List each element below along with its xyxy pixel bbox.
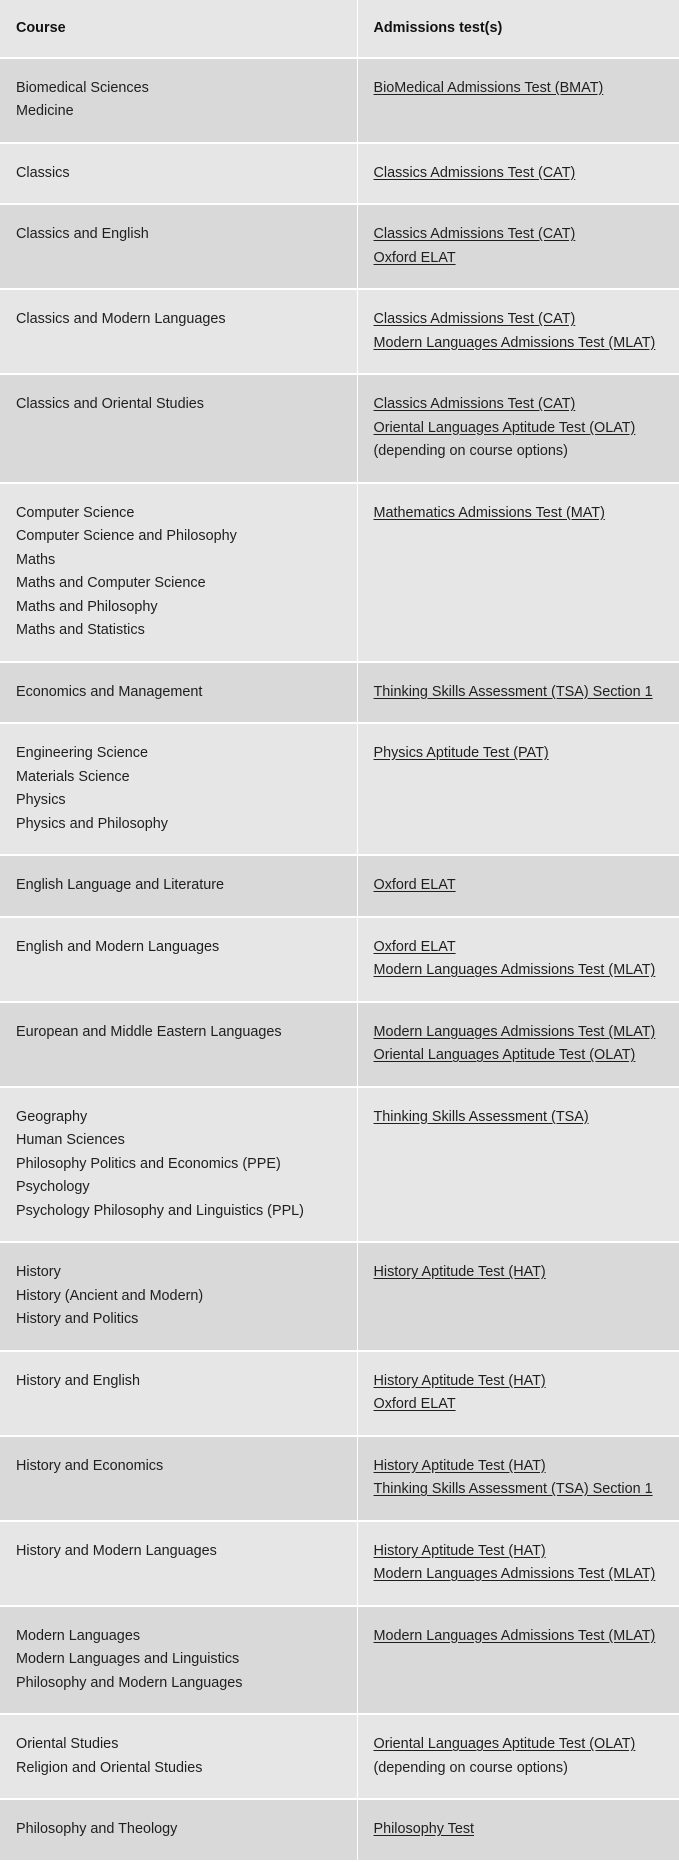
admissions-test-line (374, 502, 665, 526)
course-name: Materials Science (16, 768, 130, 785)
admissions-test-cell (357, 1242, 679, 1351)
admissions-test-line (374, 1044, 665, 1068)
admissions-test-line (374, 681, 665, 705)
course-cell (0, 289, 357, 374)
admissions-test-line (374, 1393, 665, 1417)
admissions-test-line (374, 1370, 665, 1394)
table-row (0, 1521, 679, 1606)
course-name: Maths and Computer Science (16, 575, 206, 591)
admissions-test-link[interactable]: Classics Admissions Test (CAT) (373, 164, 576, 181)
admissions-test-link[interactable]: Oxford ELAT (373, 249, 456, 266)
course-name: Classics and Oriental Studies (16, 396, 204, 412)
header-row (0, 0, 679, 58)
table-row (0, 483, 679, 662)
admissions-test-line (374, 1261, 665, 1285)
table-row (0, 58, 679, 143)
course-name: Classics (16, 164, 70, 181)
admissions-test-link[interactable]: Classics Admissions Test (CAT) (373, 311, 576, 327)
course-name: Modern Languages and Linguistics (16, 1651, 240, 1667)
course-name: Oriental Studies (16, 1736, 119, 1752)
admissions-test-line (374, 1021, 665, 1045)
admissions-test-line (374, 1106, 665, 1130)
admissions-test-line (374, 1478, 665, 1502)
course-name: History (Ancient and Modern) (16, 1287, 204, 1304)
admissions-test-line (374, 308, 665, 332)
course-name: Philosophy and Modern Languages (16, 1674, 243, 1691)
admissions-test-line (374, 936, 665, 960)
course-cell (0, 483, 357, 662)
admissions-test-cell (357, 204, 679, 289)
admissions-test-link[interactable]: Classics Admissions Test (CAT) (373, 396, 576, 412)
course-name: Computer Science and Philosophy (16, 528, 237, 544)
course-name: Computer Science (16, 504, 135, 521)
admissions-test-link[interactable]: Modern Languages Admissions Test (MLAT) (373, 1566, 656, 1582)
admissions-test-link[interactable]: Classics Admissions Test (CAT) (373, 226, 576, 242)
admissions-test-link[interactable]: Modern Languages Admissions Test (MLAT) (373, 1023, 656, 1040)
course-name: Physics and Philosophy (16, 815, 168, 832)
table-row (0, 1714, 679, 1799)
course-name: Philosophy Politics and Economics (PPE) (16, 1155, 281, 1172)
admissions-test-link[interactable]: Modern Languages Admissions Test (MLAT) (373, 1627, 656, 1644)
table-row (0, 917, 679, 1002)
course-name: History and English (16, 1372, 140, 1389)
admissions-test-line (374, 1540, 665, 1564)
course-name: Classics and English (16, 226, 149, 242)
table-row (0, 1087, 679, 1243)
admissions-test-link[interactable]: Oxford ELAT (373, 938, 456, 955)
admissions-test-line (374, 1757, 665, 1781)
admissions-test-cell (357, 289, 679, 374)
admissions-test-cell (357, 723, 679, 855)
admissions-test-link[interactable]: Modern Languages Admissions Test (MLAT) (373, 962, 656, 978)
course-name: Modern Languages (16, 1627, 141, 1644)
admissions-test-link[interactable]: Thinking Skills Assessment (TSA) (373, 1108, 589, 1125)
table-row (0, 662, 679, 724)
admissions-test-cell (357, 1436, 679, 1521)
course-name: Psychology Philosophy and Linguistics (PPL) (16, 1202, 304, 1219)
table-row (0, 855, 679, 917)
table-body (0, 58, 679, 1861)
admissions-test-line (374, 1818, 665, 1842)
admissions-test-cell (357, 662, 679, 724)
course-name: Maths and Philosophy (16, 598, 158, 615)
admissions-test-cell (357, 374, 679, 483)
course-cell (0, 1714, 357, 1799)
admissions-test-cell (357, 1087, 679, 1243)
admissions-test-cell (357, 1351, 679, 1436)
admissions-test-line (374, 1733, 665, 1757)
admissions-test-note: (depending on course options) (373, 1759, 568, 1776)
course-name: English Language and Literature (16, 877, 225, 893)
admissions-test-line (374, 742, 665, 766)
admissions-test-cell (357, 1521, 679, 1606)
table-row (0, 723, 679, 855)
admissions-test-link[interactable]: History Aptitude Test (HAT) (373, 1264, 546, 1280)
course-name: Geography (16, 1108, 88, 1125)
course-cell (0, 204, 357, 289)
course-name: Engineering Science (16, 745, 149, 761)
admissions-test-link[interactable]: Oriental Languages Aptitude Test (OLAT) (373, 1736, 636, 1752)
admissions-test-link[interactable]: History Aptitude Test (HAT) (373, 1542, 546, 1559)
course-cell (0, 1242, 357, 1351)
admissions-test-link[interactable]: Physics Aptitude Test (PAT) (373, 745, 549, 761)
course-cell (0, 1436, 357, 1521)
course-cell (0, 1606, 357, 1715)
course-cell (0, 1087, 357, 1243)
admissions-test-link[interactable]: Modern Languages Admissions Test (MLAT) (373, 334, 656, 351)
course-name: Psychology (16, 1179, 90, 1195)
course-cell (0, 58, 357, 143)
course-cell (0, 1002, 357, 1087)
table-row (0, 1242, 679, 1351)
admissions-test-link[interactable]: Thinking Skills Assessment (TSA) Section 1 (373, 683, 653, 700)
table-row (0, 143, 679, 205)
course-name: Classics and Modern Languages (16, 311, 226, 327)
course-cell (0, 1351, 357, 1436)
table-row (0, 1799, 679, 1861)
admissions-test-line (374, 959, 665, 983)
course-name: English and Modern Languages (16, 938, 220, 955)
course-name: History and Politics (16, 1311, 139, 1327)
admissions-test-cell (357, 143, 679, 205)
table-row (0, 1351, 679, 1436)
admissions-test-line (374, 1455, 665, 1479)
course-cell (0, 374, 357, 483)
course-cell (0, 1521, 357, 1606)
admissions-test-cell (357, 1799, 679, 1861)
admissions-test-cell (357, 1606, 679, 1715)
course-name: Maths and Statistics (16, 622, 145, 638)
admissions-test-line (374, 162, 665, 186)
course-name: Medicine (16, 103, 74, 119)
admissions-test-line (374, 1563, 665, 1587)
course-name: History and Economics (16, 1457, 164, 1474)
admissions-test-line (374, 393, 665, 417)
admissions-test-link[interactable]: Philosophy Test (373, 1821, 475, 1837)
admissions-test-cell (357, 58, 679, 143)
admissions-test-link[interactable]: Thinking Skills Assessment (TSA) Section 1 (373, 1481, 653, 1497)
course-name: History and Modern Languages (16, 1542, 217, 1559)
course-name: Human Sciences (16, 1132, 125, 1148)
course-column-header: Course (0, 0, 357, 58)
course-name: Biomedical Sciences (16, 79, 149, 96)
course-name: Maths (16, 551, 56, 568)
table-row (0, 374, 679, 483)
table-row (0, 1606, 679, 1715)
course-name: History (16, 1264, 61, 1280)
course-cell (0, 1799, 357, 1861)
table-row (0, 1002, 679, 1087)
course-cell (0, 855, 357, 917)
course-name: Philosophy and Theology (16, 1821, 178, 1837)
admissions-test-link[interactable]: BioMedical Admissions Test (BMAT) (373, 79, 604, 96)
admissions-test-note: (depending on course options) (373, 443, 568, 459)
admissions-test-line (374, 874, 665, 898)
course-cell (0, 143, 357, 205)
admissions-test-link[interactable]: Oxford ELAT (373, 877, 456, 893)
admissions-test-column-header: Admissions test(s) (357, 0, 679, 58)
admissions-test-line (374, 247, 665, 271)
course-cell (0, 662, 357, 724)
admissions-test-line (374, 77, 665, 101)
admissions-test-cell (357, 917, 679, 1002)
admissions-test-line (374, 440, 665, 464)
course-name: Economics and Management (16, 683, 203, 700)
admissions-test-link[interactable]: Mathematics Admissions Test (MAT) (373, 504, 605, 521)
admissions-test-line (374, 332, 665, 356)
course-cell (0, 917, 357, 1002)
table-row (0, 204, 679, 289)
table-header (0, 0, 679, 58)
course-name: European and Middle Eastern Languages (16, 1023, 282, 1040)
admissions-test-cell (357, 855, 679, 917)
admissions-test-cell (357, 1002, 679, 1087)
course-cell (0, 723, 357, 855)
course-name: Physics (16, 792, 66, 808)
admissions-test-line (374, 223, 665, 247)
admissions-test-link[interactable]: Oxford ELAT (373, 1396, 456, 1412)
admissions-test-line (374, 1625, 665, 1649)
admissions-test-link[interactable]: Oriental Languages Aptitude Test (OLAT) (373, 1047, 636, 1063)
admissions-test-cell (357, 483, 679, 662)
table-row (0, 1436, 679, 1521)
admissions-test-link[interactable]: History Aptitude Test (HAT) (373, 1457, 546, 1474)
admissions-test-link[interactable]: Oriental Languages Aptitude Test (OLAT) (373, 419, 636, 436)
admissions-test-line (374, 417, 665, 441)
admissions-test-link[interactable]: History Aptitude Test (HAT) (373, 1372, 546, 1389)
table-row (0, 289, 679, 374)
admissions-test-cell (357, 1714, 679, 1799)
course-name: Religion and Oriental Studies (16, 1759, 203, 1776)
